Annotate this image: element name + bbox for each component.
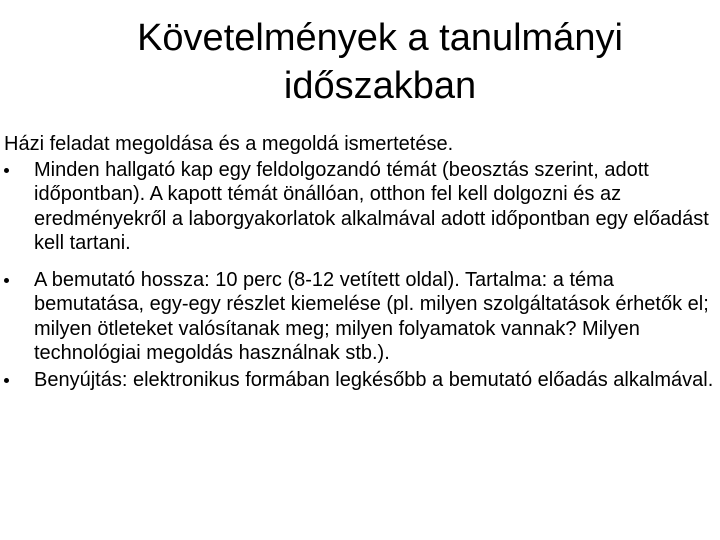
intro-text: Házi feladat megoldása és a megoldá ismertetése. [4,133,454,155]
bullet-text: Minden hallgató kap egy feldolgozandó témát (beosztás szerint, adott időpontban). A kapott témát önállóan, otthon fel kell dolgozni és az eredményekről a laborgyakorlatok alkalmával adott időpontban egy előadást kell tartani. [34,158,709,254]
bullet-text: Benyújtás: elektronikus formában legkésőbb a bemutató előadás alkalmával. [34,368,714,391]
bullet-text: A bemutató hossza: 10 perc (8-12 vetített oldal). Tartalma: a téma bemutatása, egy-egy részlet kiemelése (pl. milyen szolgáltatások érhetők el; milyen ötleteket valósítanak meg; milyen folyamatok vannak? Milyen technológiai megoldás használnak stb.). [34,268,709,364]
bullet-dot-icon [4,278,9,283]
bullet-item-assignment [4,158,716,256]
slide-title [40,14,720,110]
bullet-dot-icon [4,168,9,173]
bullet-list [4,158,716,393]
slide-title-line-2: időszakban [283,65,477,107]
bullet-dot-icon [4,378,9,383]
bullet-item-presentation [4,268,716,366]
slide-body [4,132,716,392]
bullet-item-submission [4,368,716,393]
slide-title-line-1: Követelmények a tanulmányi [137,17,623,59]
